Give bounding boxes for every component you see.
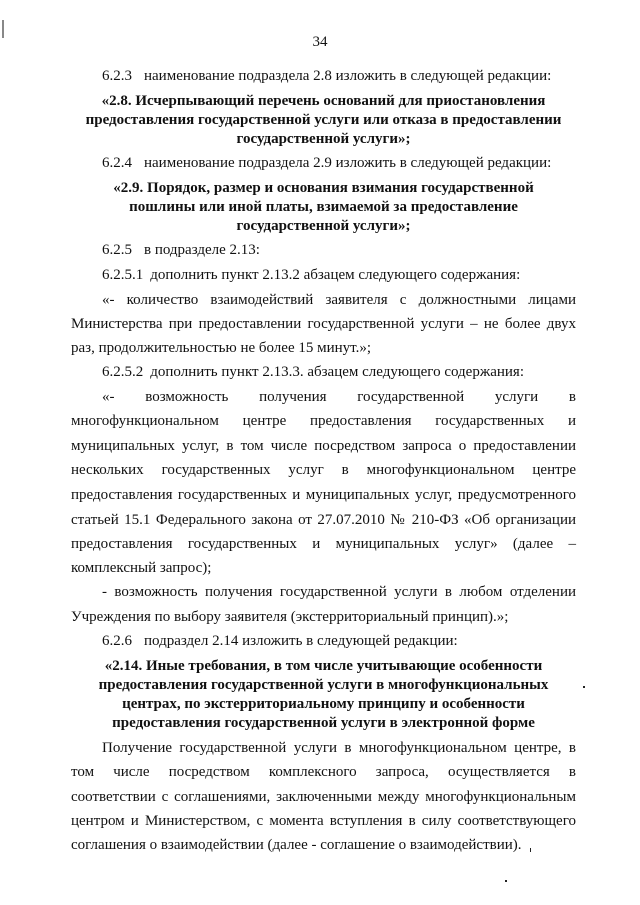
item-text: дополнить пункт 2.13.3. абзацем следующего содержания:	[150, 364, 524, 380]
paragraph-line: Получение государственной услуги в многофункциональном центре, в	[102, 740, 576, 756]
item-text: дополнить пункт 2.13.2 абзацем следующего содержания:	[150, 267, 521, 283]
item-6-2-6	[102, 631, 576, 651]
item-text: наименование подраздела 2.9 изложить в следующей редакции:	[144, 155, 552, 171]
paragraph-line: соглашения о взаимодействии (далее - соглашение о взаимодействии).	[71, 837, 522, 853]
paragraph-line: муниципальных услуг, в том числе посредством запроса о предоставлении	[71, 438, 576, 454]
item-6-2-3	[102, 66, 576, 86]
page-number: 34	[312, 34, 328, 50]
heading-2-9-line-1: «2.9. Порядок, размер и основания взимания государственной	[113, 180, 534, 196]
item-6-2-5-2	[102, 362, 576, 382]
paragraph-line: нескольких государственных услуг в многофункциональном центре	[71, 462, 576, 478]
scan-edge-mark	[2, 20, 4, 38]
paragraph-line: Учреждения по выбору заявителя (экстерриториальный принцип).»;	[71, 609, 509, 625]
scan-speck	[583, 686, 585, 688]
paragraph-line: предоставления государственных и муниципальных услуг, предусмотренного	[71, 487, 576, 503]
item-text: наименование подраздела 2.8 изложить в следующей редакции:	[144, 68, 552, 84]
item-number: 6.2.5.2	[102, 364, 144, 380]
paragraph-line: том числе посредством комплексного запроса, осуществляется в	[71, 764, 576, 780]
heading-2-14-line-3: центрах, по экстерриториальному принципу и особенности	[122, 696, 525, 712]
item-number: 6.2.5.1	[102, 267, 144, 283]
paragraph-line: многофункциональном центре предоставления государственных и	[71, 413, 576, 429]
item-text: в подразделе 2.13:	[144, 242, 260, 258]
item-number: 6.2.6	[102, 633, 132, 649]
paragraph-line: предоставления государственных и муниципальных услуг» (далее –	[71, 536, 576, 552]
heading-2-9-line-2: пошлины или иной платы, взимаемой за предоставление	[129, 199, 518, 215]
paragraph-line: «- количество взаимодействий заявителя с должностными лицами	[102, 292, 576, 308]
item-6-2-5	[102, 240, 576, 260]
heading-2-8-line-2: предоставления государственной услуги или отказа в предоставлении	[85, 112, 562, 128]
heading-2-9-line-3: государственной услуги»;	[236, 218, 411, 234]
paragraph-line: комплексный запрос);	[71, 560, 212, 576]
heading-2-14-line-2: предоставления государственной услуги в многофункциональных	[98, 677, 549, 693]
paragraph-line: Министерства при предоставлении государственной услуги – не более двух	[71, 316, 576, 332]
heading-2-14-line-1: «2.14. Иные требования, в том числе учитывающие особенности	[104, 658, 543, 674]
item-number: 6.2.5	[102, 242, 132, 258]
scan-speck	[530, 848, 531, 852]
paragraph-line: - возможность получения государственной услуги в любом отделении	[102, 584, 576, 600]
paragraph-line: раз, продолжительностью не более 15 минут.»;	[71, 340, 371, 356]
paragraph-line: «- возможность получения государственной услуги в	[102, 389, 576, 405]
item-number: 6.2.3	[102, 68, 132, 84]
paragraph-line: центром и Министерством, с момента вступления в силу соответствующего	[71, 813, 576, 829]
paragraph-line: статьей 15.1 Федерального закона от 27.07.2010 № 210-ФЗ «Об организации	[71, 512, 576, 528]
heading-2-14-line-4: предоставления государственной услуги в электронной форме	[112, 715, 535, 731]
heading-2-8-line-3: государственной услуги»;	[236, 131, 411, 147]
heading-2-8-line-1: «2.8. Исчерпывающий перечень оснований для приостановления	[101, 93, 546, 109]
item-number: 6.2.4	[102, 155, 132, 171]
item-6-2-4	[102, 153, 576, 173]
paragraph-line: соответствии с соглашениями, заключенными между многофункциональным	[71, 789, 576, 805]
scan-speck	[505, 880, 507, 882]
item-6-2-5-1	[102, 265, 576, 285]
item-text: подраздел 2.14 изложить в следующей редакции:	[144, 633, 458, 649]
